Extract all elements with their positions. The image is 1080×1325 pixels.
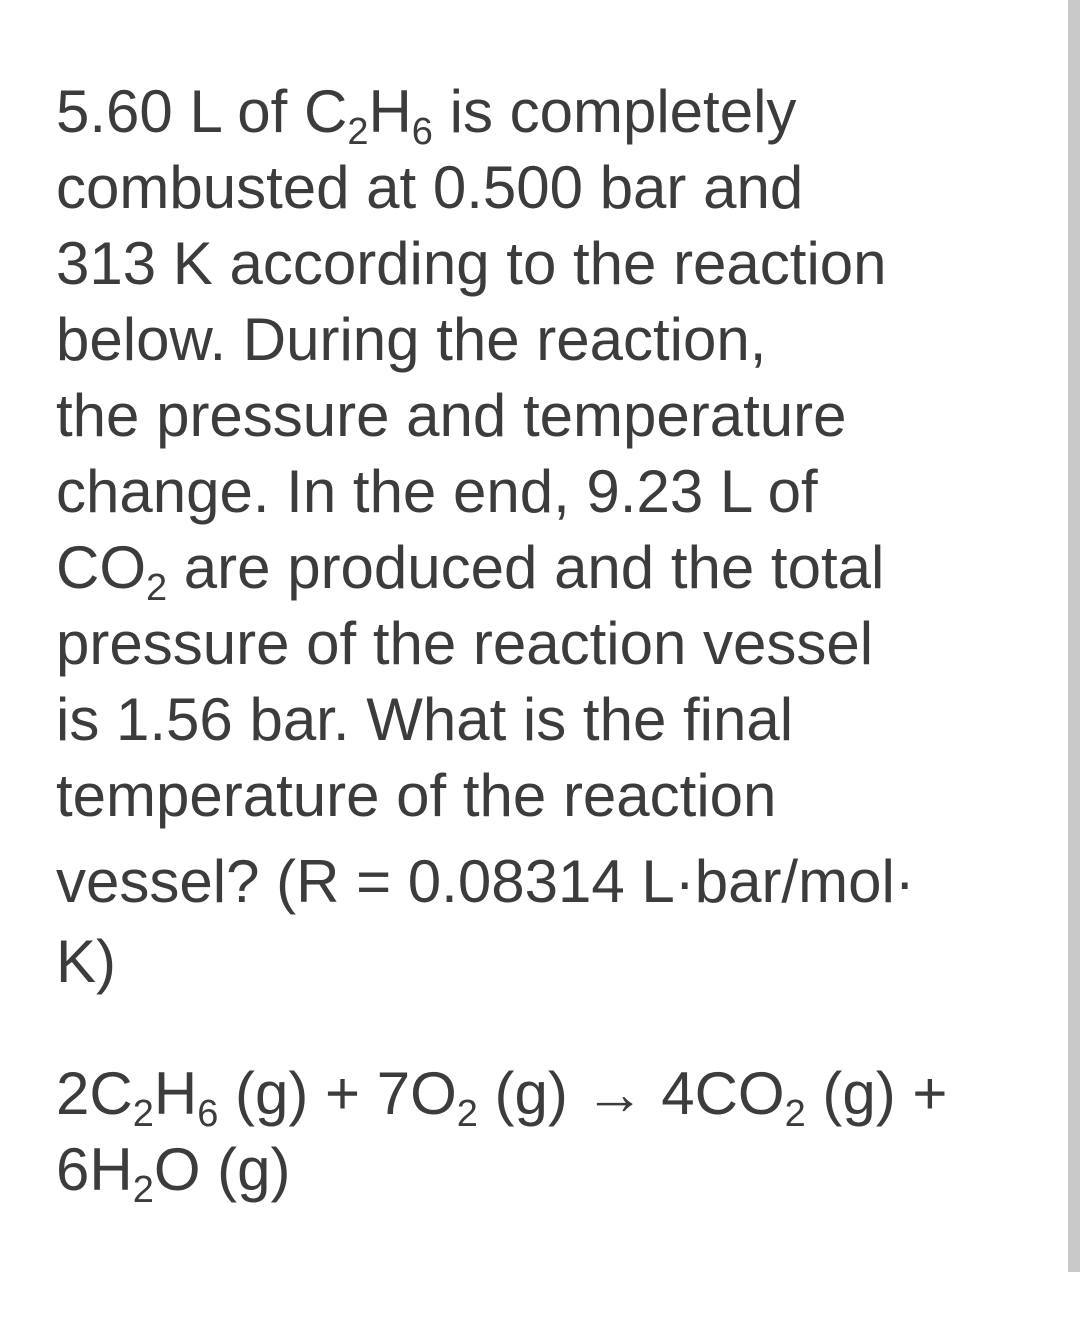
question-text-block [56, 74, 1046, 1211]
subscript: 2 [784, 1093, 806, 1135]
equation-line-1: $2C_2H_6$ $(g) + 7O_2$ $(g) \to 4CO_2$ (g) + [56, 1060, 948, 1135]
equation-line-2: $6H_2O$ (g) [56, 1136, 291, 1211]
question-line-3: 313 K according to the reaction [56, 230, 887, 297]
question-line-4: below. During the reaction, [56, 306, 767, 373]
question-line-6: change. In the end, 9.23 L of [56, 458, 818, 525]
question-line-7: $CO_2$ are produced and the total [56, 534, 885, 609]
question-line-9: is 1.56 bar. What is the final [56, 686, 794, 753]
question-line-5: the pressure and temperature [56, 382, 847, 449]
question-line-2: combusted at 0.500 bar and [56, 154, 804, 221]
question-line-12: K) [56, 928, 116, 995]
subscript: 2 [347, 111, 369, 153]
subscript: 2 [132, 1169, 154, 1211]
question-line-1: 5.60 L of $C_2H_6$ is completely [56, 78, 797, 153]
subscript: 2 [146, 567, 168, 609]
subscript: 2 [132, 1093, 154, 1135]
subscript: 6 [197, 1093, 219, 1135]
subscript: 6 [411, 111, 433, 153]
scrollbar[interactable] [1068, 0, 1080, 1272]
question-line-11: vessel? (R = 0.08314 L·bar/mol· [56, 848, 915, 915]
question-line-8: pressure of the reaction vessel [56, 610, 874, 677]
reaction-equation [56, 1056, 1046, 1211]
question-line-10: temperature of the reaction [56, 762, 777, 829]
subscript: 2 [456, 1093, 478, 1135]
